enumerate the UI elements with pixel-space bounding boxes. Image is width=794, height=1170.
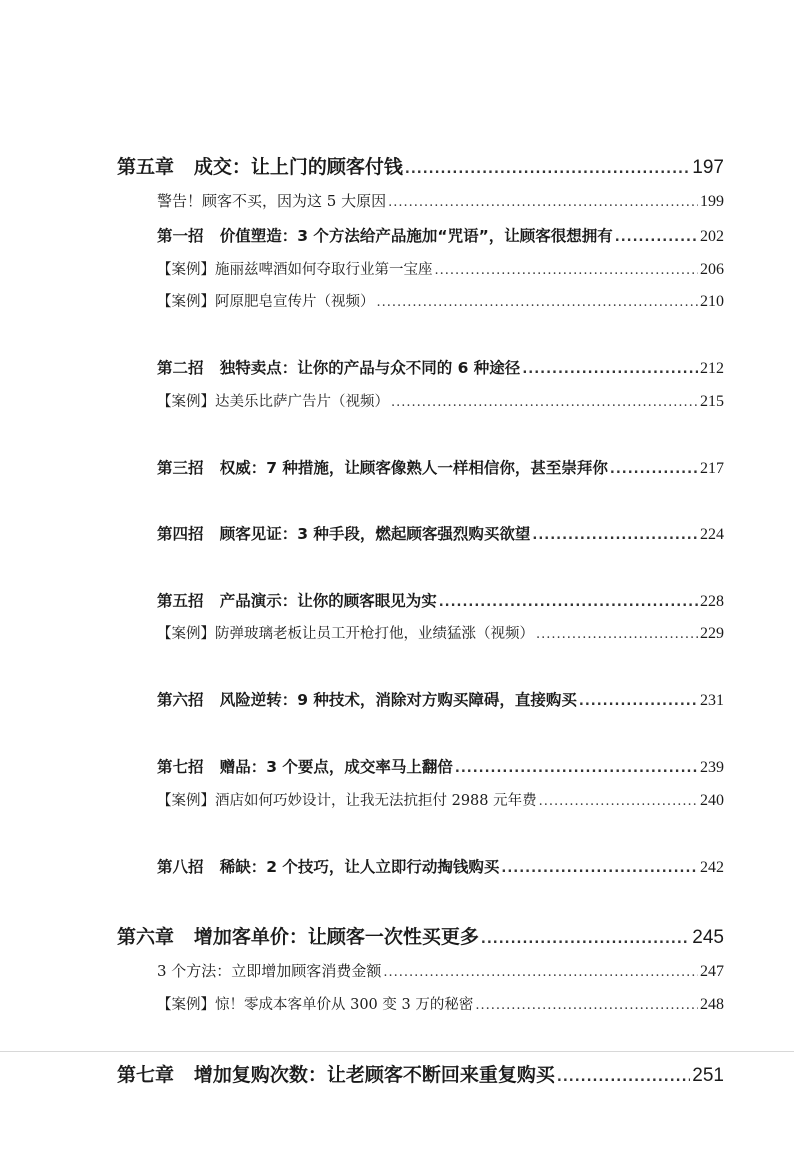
dot-leader (536, 627, 698, 642)
dot-leader (522, 362, 698, 377)
entry-title: 第四招 顾客见证：3 种手段，燃起顾客强烈购买欲望 (157, 525, 531, 543)
entry-title: 第六章 增加客单价：让顾客一次性买更多 (117, 926, 479, 948)
toc-entry-three-methods[interactable] (157, 960, 724, 981)
dot-leader (539, 794, 698, 809)
toc-entry-case-zero-cost[interactable] (157, 993, 724, 1014)
toc-entry-move-1[interactable] (157, 224, 724, 246)
entry-title: 【案例】惊！零成本客单价从 300 变 3 万的秘密 (157, 997, 474, 1013)
page-number: 197 (692, 157, 724, 178)
dot-leader (435, 263, 699, 278)
page-number: 248 (700, 996, 724, 1013)
page-number: 210 (700, 293, 724, 310)
page-number: 199 (700, 193, 724, 210)
toc-entry-chapter-6[interactable] (117, 922, 724, 949)
page-number: 247 (700, 963, 724, 980)
page-number: 212 (700, 360, 724, 377)
page-number: 239 (700, 759, 724, 776)
toc-entry-move-3[interactable] (157, 456, 724, 478)
page-number: 224 (700, 526, 724, 543)
page-number: 242 (700, 859, 724, 876)
toc-entry-case-soap[interactable] (157, 290, 724, 311)
toc-entry-move-2[interactable] (157, 356, 724, 378)
dot-leader (455, 761, 698, 776)
dot-leader (501, 861, 698, 876)
page-number: 215 (700, 393, 724, 410)
entry-title: 第二招 独特卖点：让你的产品与众不同的 6 种途径 (157, 359, 521, 377)
entry-title: 【案例】施丽兹啤酒如何夺取行业第一宝座 (157, 262, 433, 278)
toc-entry-case-glass[interactable] (157, 622, 724, 643)
page-number: 202 (700, 228, 724, 245)
toc-entry-move-4[interactable] (157, 522, 724, 544)
dot-leader (579, 694, 698, 709)
entry-title: 第五招 产品演示：让你的顾客眼见为实 (157, 592, 437, 610)
entry-title: 【案例】酒店如何巧妙设计，让我无法抗拒付 2988 元年费 (157, 793, 537, 809)
dot-leader (388, 195, 698, 210)
toc-entry-move-7[interactable] (157, 755, 724, 777)
toc-entry-move-8[interactable] (157, 855, 724, 877)
dot-leader (532, 528, 698, 543)
entry-title: 第六招 风险逆转：9 种技术，消除对方购买障碍，直接购买 (157, 691, 577, 709)
page-number: 240 (700, 792, 724, 809)
entry-title: 警告！顾客不买，因为这 5 大原因 (157, 192, 387, 210)
page-number: 217 (700, 460, 724, 477)
dot-leader (615, 230, 698, 245)
entry-title: 第七招 赠品：3 个要点，成交率马上翻倍 (157, 758, 453, 776)
entry-title: 【案例】达美乐比萨广告片（视频） (157, 394, 389, 410)
page-divider (0, 1051, 794, 1052)
dot-leader (405, 162, 690, 177)
toc-entry-case-schlitz[interactable] (157, 258, 724, 279)
dot-leader (377, 295, 699, 310)
entry-title: 第七章 增加复购次数：让老顾客不断回来重复购买 (117, 1064, 555, 1086)
dot-leader (475, 998, 698, 1013)
dot-leader (439, 595, 698, 610)
dot-leader (383, 965, 698, 980)
page-number: 251 (692, 1065, 724, 1086)
dot-leader (610, 462, 698, 477)
entry-title: 第一招 价值塑造：3 个方法给产品施加“咒语”，让顾客很想拥有 (157, 227, 613, 245)
entry-title: 3 个方法：立即增加顾客消费金额 (157, 962, 382, 980)
page-number: 245 (692, 927, 724, 948)
entry-title: 【案例】阿原肥皂宣传片（视频） (157, 294, 375, 310)
page-number: 228 (700, 593, 724, 610)
toc-entry-warning[interactable] (157, 190, 724, 211)
page-number: 231 (700, 692, 724, 709)
entry-title: 第五章 成交：让上门的顾客付钱 (117, 156, 403, 178)
toc-entry-chapter-7[interactable] (117, 1060, 724, 1087)
toc-entry-move-5[interactable] (157, 589, 724, 611)
dot-leader (557, 1070, 690, 1085)
page-number: 206 (700, 261, 724, 278)
page-number: 229 (700, 625, 724, 642)
toc-entry-chapter-5[interactable] (117, 152, 724, 179)
entry-title: 【案例】防弹玻璃老板让员工开枪打他，业绩猛涨（视频） (157, 626, 534, 642)
dot-leader (481, 932, 690, 947)
entry-title: 第八招 稀缺：2 个技巧，让人立即行动掏钱购买 (157, 858, 500, 876)
dot-leader (391, 395, 698, 410)
entry-title: 第三招 权威：7 种措施，让顾客像熟人一样相信你，甚至崇拜你 (157, 459, 608, 477)
toc-entry-move-6[interactable] (157, 688, 724, 710)
toc-entry-case-hotel[interactable] (157, 789, 724, 810)
toc-entry-case-dominos[interactable] (157, 390, 724, 411)
